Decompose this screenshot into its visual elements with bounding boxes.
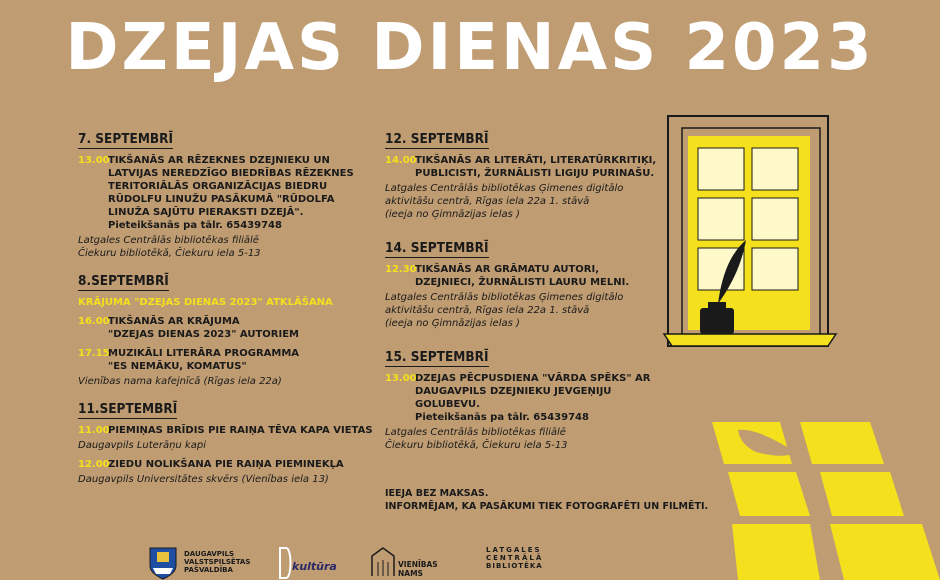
location-line: aktivitāšu centrā, Rīgas iela 22a 1. stāvā [385, 305, 590, 316]
event-line: "DZEJAS DIENAS 2023" AUTORIEM [108, 329, 299, 340]
location-line: Latgales Centrālās bibliotēkas Ģimenes digitālo [385, 292, 624, 303]
location-line: Daugavpils Universitātes skvērs (Vienības iela 13) [78, 474, 329, 485]
floor-light [820, 472, 904, 516]
event-line: MUZIKĀLI LITERĀRA PROGRAMMA [108, 348, 300, 359]
day-block-11 [78, 398, 378, 486]
event-time: 13.00 [385, 373, 417, 384]
floor-light [728, 472, 810, 516]
event-line: DZEJNIECI, ŽURNĀLISTI LAURU MELNI. [415, 277, 630, 288]
floor-light [800, 422, 884, 464]
event-line: PUBLICISTI, ŽURNĀLISTI LIGIJU PURINAŠU. [415, 168, 655, 179]
day-block-7 [78, 128, 378, 260]
schedule-middle-column [385, 128, 675, 462]
date-heading: 14. SEPTEMBRĪ [385, 240, 489, 256]
event-time: 14.00 [385, 155, 417, 166]
window-pane [698, 148, 744, 190]
logo-text: VIENĪBAS NAMS [398, 560, 438, 578]
location-line: (ieeja no Ģimnāzijas ielas ) [385, 318, 520, 329]
partner-logos [148, 546, 578, 580]
building-icon [368, 546, 398, 580]
event-time: 12.30 [385, 264, 417, 275]
location-line: Čiekuru bibliotēkā, Čiekuru iela 5-13 [385, 440, 568, 451]
event-item [78, 347, 378, 373]
event-line: DZEJAS PĒCPUSDIENA "VĀRDA SPĒKS" AR [415, 373, 651, 384]
event-time: 12.00 [78, 459, 110, 470]
location-line: Daugavpils Luterāņu kapi [78, 440, 206, 451]
event-item [78, 458, 378, 471]
event-line: TIKŠANĀS AR GRĀMATU AUTORI, [415, 264, 600, 275]
phone-info: Pieteikšanās pa tālr. 65439748 [108, 220, 282, 231]
location-line: Latgales Centrālās bibliotēkas Ģimenes digitālo [385, 183, 624, 194]
logo-text: kultūra [292, 560, 337, 573]
location-line: Vienības nama kafejnīcā (Rīgas iela 22a) [78, 376, 282, 387]
window-pane [752, 148, 798, 190]
event-line: DAUGAVPILS DZEJNIEKU JEVGEŅIJU GOLUBEVU. [415, 386, 612, 410]
event-item [78, 315, 378, 341]
location-line: Latgales Centrālās bibliotēkas filiālē [78, 235, 259, 246]
date-heading: 15. SEPTEMBRĪ [385, 349, 489, 365]
logo-text: LATGALES [486, 546, 542, 554]
event-line: "ES NEMĀKU, KOMATUS" [108, 361, 247, 372]
event-line: TIKŠANĀS AR KRĀJUMA [108, 316, 240, 327]
location-line: (ieeja no Ģimnāzijas ielas ) [385, 209, 520, 220]
event-item [78, 424, 378, 437]
date-heading: 7. SEPTEMBRĪ [78, 131, 174, 147]
window-pane [752, 248, 798, 290]
page-title: DZEJAS DIENAS 2023 [65, 11, 875, 85]
floor-light [732, 524, 820, 580]
day-block-14 [385, 237, 675, 330]
logo-text: BIBLIOTĒKA [486, 562, 543, 570]
event-time: 17.15 [78, 348, 110, 359]
event-time: 13.00 [78, 155, 110, 166]
phone-info: Pieteikšanās pa tālr. 65439748 [415, 412, 589, 423]
schedule-left-column [78, 128, 378, 496]
event-time: 16.00 [78, 316, 110, 327]
notice-line: INFORMĒJAM, KA PASĀKUMI TIEK FOTOGRAFĒTI UN FILMĒTI. [385, 501, 709, 512]
event-highlight: KRĀJUMA "DZEJAS DIENAS 2023" ATKLĀŠANA [78, 297, 333, 308]
event-item [385, 263, 675, 289]
window-pane [752, 198, 798, 240]
event-line: LATVIJAS NEREDZĪGO BIEDRĪBAS RĒZEKNES [108, 168, 354, 179]
date-heading: 12. SEPTEMBRĪ [385, 131, 489, 147]
location-line: aktivitāšu centrā, Rīgas iela 22a 1. stāvā [385, 196, 590, 207]
coat-of-arms-icon [148, 546, 178, 580]
event-item [385, 372, 675, 424]
inkpot-icon [700, 308, 734, 334]
event-line: LINUŽA SAJŪTU PIERAKSTI DZEJĀ". [108, 207, 304, 218]
date-heading: 8.SEPTEMBRĪ [78, 273, 169, 289]
day-block-12 [385, 128, 675, 221]
event-item [385, 154, 675, 180]
day-block-8 [78, 270, 378, 388]
day-block-15 [385, 346, 675, 452]
window-illustration [660, 112, 940, 580]
logo-text: VALSTSPILSĒTAS [184, 558, 251, 566]
window-sill [664, 334, 836, 346]
logo-text: DAUGAVPILS [184, 550, 235, 558]
event-time: 11.00 [78, 425, 110, 436]
date-heading: 11.SEPTEMBRĪ [78, 401, 178, 417]
event-line: PIEMIŅAS BRĪDIS PIE RAIŅA TĒVA KAPA VIETAS [108, 425, 373, 436]
notice-line: IEEJA BEZ MAKSAS. [385, 488, 489, 499]
event-line: TIKŠANĀS AR RĒZEKNES DZEJNIEKU UN [108, 155, 330, 166]
logo-text: CENTRĀLĀ [486, 554, 544, 562]
event-line: TERITORIĀLĀS ORGANIZĀCIJAS BIEDRU [108, 181, 328, 192]
inkpot-neck [708, 302, 726, 310]
event-line: ZIEDU NOLIKŠANA PIE RAIŅA PIEMINEKĻA [108, 459, 344, 470]
location-line: Latgales Centrālās bibliotēkas filiālē [385, 427, 566, 438]
latgales-library-logo [486, 546, 566, 570]
location-line: Čiekuru bibliotēkā, Čiekuru iela 5-13 [78, 248, 261, 259]
logo-text: PAŠVALDĪBA [184, 566, 233, 574]
event-line: RŪDOLFU LINUŽU PASĀKUMĀ "RŪDOLFA [108, 194, 335, 205]
window-pane [698, 198, 744, 240]
floor-light [830, 524, 940, 580]
event-line: TIKŠANĀS AR LITERĀTI, LITERATŪRKRITIĶI, [415, 155, 657, 166]
event-item [78, 154, 378, 232]
